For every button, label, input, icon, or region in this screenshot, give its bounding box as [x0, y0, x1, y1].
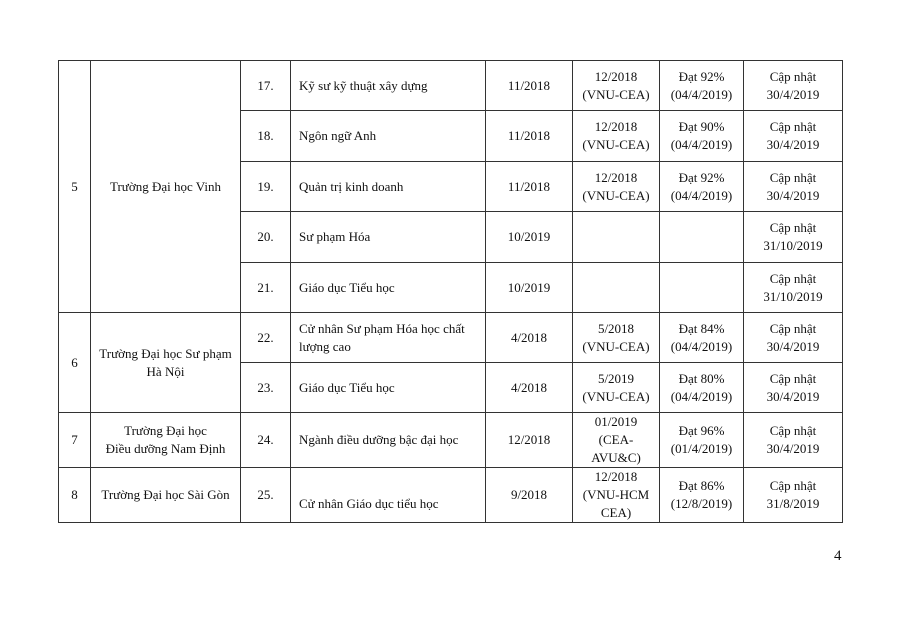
table-row	[59, 468, 843, 523]
eval-date: 12/2018	[594, 469, 638, 484]
program-number: 19.	[257, 178, 274, 194]
program-cell	[291, 468, 486, 523]
program-number: 25.	[257, 487, 274, 502]
self-assessment-date: 10/2019	[507, 229, 551, 244]
no-cell	[241, 263, 291, 313]
update-cell	[744, 468, 843, 523]
result-percent: Đạt 86%	[678, 478, 725, 493]
date-cell	[486, 468, 573, 523]
result-date: (04/4/2019)	[670, 187, 733, 203]
program-cell	[291, 111, 486, 162]
program-cell	[291, 263, 486, 313]
date-cell	[486, 111, 573, 162]
result-date: (04/4/2019)	[670, 388, 733, 404]
eval-org: (VNU-CEA)	[582, 388, 650, 404]
program-cell	[291, 413, 486, 468]
program-name: Ngành điều dưỡng bậc đại học	[299, 432, 459, 447]
no-cell	[241, 363, 291, 413]
update-cell	[744, 413, 843, 468]
program-name: Quản trị kinh doanh	[299, 178, 404, 194]
update-date: 30/4/2019	[766, 137, 820, 152]
program-name: Ngôn ngữ Anh	[299, 128, 377, 143]
update-date: 31/10/2019	[763, 238, 823, 253]
update-label: Cập nhật	[769, 423, 817, 438]
no-cell	[241, 212, 291, 263]
eval-cell	[573, 162, 660, 212]
result-date: (01/4/2019)	[670, 441, 733, 456]
result-cell	[660, 162, 744, 212]
program-name: Kỹ sư kỹ thuật xây dựng	[299, 77, 428, 93]
school-stt-cell	[59, 413, 91, 468]
program-number: 17.	[257, 77, 274, 93]
eval-cell	[573, 61, 660, 111]
eval-cell	[573, 363, 660, 413]
eval-org: (VNU-CEA)	[582, 86, 650, 102]
update-label: Cập nhật	[769, 220, 817, 235]
program-number: 18.	[257, 128, 274, 143]
program-name: Sư phạm Hóa	[299, 229, 371, 244]
program-name-line2: lượng cao	[299, 338, 351, 354]
update-cell	[744, 363, 843, 413]
update-label: Cập nhật	[769, 270, 817, 286]
update-date: 30/4/2019	[766, 441, 820, 456]
no-cell	[241, 413, 291, 468]
result-date: (04/4/2019)	[670, 86, 733, 102]
school-stt-cell	[59, 313, 91, 413]
self-assessment-date: 4/2018	[510, 379, 548, 395]
school-stt-cell	[59, 61, 91, 313]
result-cell	[660, 263, 744, 313]
date-cell	[486, 313, 573, 363]
result-percent: Đạt 80%	[678, 370, 725, 386]
program-cell	[291, 363, 486, 413]
update-cell	[744, 111, 843, 162]
update-cell	[744, 61, 843, 111]
update-date: 31/10/2019	[763, 288, 823, 304]
self-assessment-date: 11/2018	[507, 178, 551, 194]
result-percent: Đạt 92%	[678, 169, 725, 185]
update-cell	[744, 313, 843, 363]
program-name: Cử nhân Giáo dục tiểu học	[299, 496, 439, 511]
update-label: Cập nhật	[769, 119, 817, 134]
result-cell	[660, 212, 744, 263]
result-date: (04/4/2019)	[670, 338, 733, 354]
update-label: Cập nhật	[769, 68, 817, 84]
date-cell	[486, 212, 573, 263]
eval-org: (VNU-CEA)	[582, 187, 650, 203]
eval-cell	[573, 468, 660, 523]
page-number: 4	[834, 548, 842, 564]
result-date: (12/8/2019)	[670, 496, 733, 511]
self-assessment-date: 10/2019	[507, 279, 551, 295]
table-row	[59, 61, 843, 111]
school-name: Trường Đại học Vinh	[109, 178, 221, 194]
result-cell	[660, 468, 744, 523]
program-number: 21.	[257, 279, 274, 295]
table-row	[59, 313, 843, 363]
date-cell	[486, 363, 573, 413]
school-stt: 7	[71, 432, 78, 447]
eval-date: 01/2019	[594, 414, 638, 429]
eval-org: (CEA-	[598, 432, 634, 447]
result-date: (04/4/2019)	[670, 137, 733, 152]
update-label: Cập nhật	[769, 478, 817, 493]
result-cell	[660, 61, 744, 111]
program-name: Giáo dục Tiểu học	[299, 279, 395, 295]
school-stt: 5	[71, 178, 78, 194]
self-assessment-date: 12/2018	[507, 432, 551, 447]
eval-date: 12/2018	[594, 119, 638, 134]
program-name: Giáo dục Tiểu học	[299, 379, 395, 395]
eval-date: 5/2018	[597, 320, 635, 336]
result-cell	[660, 313, 744, 363]
eval-cell	[573, 212, 660, 263]
date-cell	[486, 413, 573, 468]
eval-org-line2: AVU&C)	[591, 450, 641, 465]
result-percent: Đạt 92%	[678, 68, 725, 84]
date-cell	[486, 263, 573, 313]
eval-org: (VNU-CEA)	[582, 137, 650, 152]
no-cell	[241, 468, 291, 523]
update-date: 30/4/2019	[766, 86, 820, 102]
program-cell	[291, 61, 486, 111]
result-cell	[660, 111, 744, 162]
program-number: 23.	[257, 379, 274, 395]
school-stt-cell	[59, 468, 91, 523]
eval-date: 5/2019	[597, 370, 635, 386]
school-name: Trường Đại học	[124, 423, 207, 438]
eval-cell	[573, 313, 660, 363]
result-cell	[660, 363, 744, 413]
result-percent: Đạt 96%	[678, 423, 725, 438]
school-stt: 6	[71, 354, 78, 370]
self-assessment-date: 11/2018	[507, 128, 551, 143]
program-cell	[291, 212, 486, 263]
no-cell	[241, 162, 291, 212]
school-name-cell	[91, 413, 241, 468]
program-cell	[291, 162, 486, 212]
school-name-cell	[91, 313, 241, 413]
self-assessment-date: 9/2018	[510, 487, 548, 502]
school-name: Trường Đại học Sư phạm	[99, 345, 232, 361]
update-date: 30/4/2019	[766, 388, 820, 404]
update-date: 31/8/2019	[766, 496, 820, 511]
school-name-line2: Hà Nội	[146, 363, 185, 379]
eval-org-line2: CEA)	[600, 505, 632, 520]
update-label: Cập nhật	[769, 169, 817, 185]
school-name-cell	[91, 61, 241, 313]
eval-org: (VNU-CEA)	[582, 338, 650, 354]
program-number: 20.	[257, 229, 274, 244]
program-cell	[291, 313, 486, 363]
date-cell	[486, 61, 573, 111]
program-name: Cử nhân Sư phạm Hóa học chất	[299, 320, 465, 336]
update-cell	[744, 263, 843, 313]
eval-cell	[573, 413, 660, 468]
no-cell	[241, 111, 291, 162]
update-date: 30/4/2019	[766, 187, 820, 203]
table-row	[59, 413, 843, 468]
result-cell	[660, 413, 744, 468]
program-number: 24.	[257, 432, 274, 447]
program-number: 22.	[257, 329, 274, 345]
school-stt: 8	[71, 487, 78, 502]
update-cell	[744, 212, 843, 263]
school-name: Trường Đại học Sài Gòn	[101, 487, 230, 502]
update-label: Cập nhật	[769, 320, 817, 336]
accreditation-table	[58, 60, 843, 523]
eval-org: (VNU-HCM	[582, 487, 650, 502]
date-cell	[486, 162, 573, 212]
no-cell	[241, 61, 291, 111]
result-percent: Đạt 90%	[678, 119, 725, 134]
school-name-cell	[91, 468, 241, 523]
update-cell	[744, 162, 843, 212]
eval-date: 12/2018	[594, 68, 638, 84]
update-date: 30/4/2019	[766, 338, 820, 354]
no-cell	[241, 313, 291, 363]
self-assessment-date: 11/2018	[507, 77, 551, 93]
eval-date: 12/2018	[594, 169, 638, 185]
eval-cell	[573, 263, 660, 313]
eval-cell	[573, 111, 660, 162]
school-name-line2: Điều dưỡng Nam Định	[105, 441, 226, 456]
update-label: Cập nhật	[769, 370, 817, 386]
result-percent: Đạt 84%	[678, 320, 725, 336]
self-assessment-date: 4/2018	[510, 329, 548, 345]
